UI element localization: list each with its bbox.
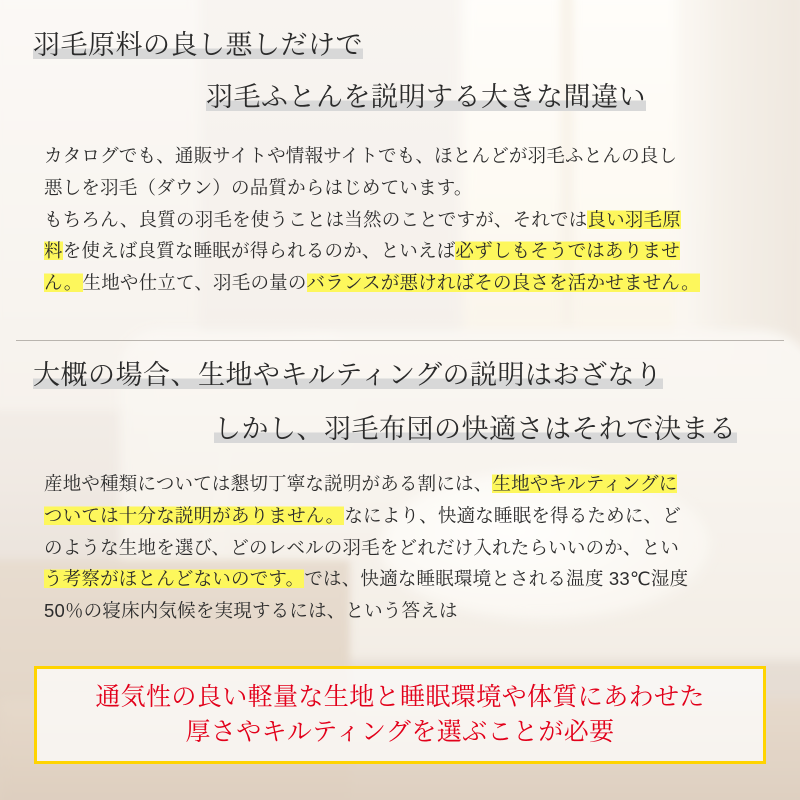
section1-line4-highlight-b: 必ずしもそうではありませ	[455, 240, 680, 262]
section1-line5-highlight-b: バランスが悪ければその良さを活かせません。	[306, 272, 700, 294]
section2-headline-line1	[33, 358, 663, 393]
section1-line3-plain: もちろん、良質の羽毛を使うことは当然のことですが、それでは	[44, 208, 588, 230]
conclusion-box	[34, 666, 766, 764]
section2-line2-highlight: ついては十分な説明がありません。	[44, 504, 345, 526]
section2-paragraph	[44, 468, 766, 627]
section1-headline-line1-text: 羽毛原料の良し悪しだけで	[33, 30, 363, 60]
conclusion-line2: 厚さやキルティングを選ぶことが必要	[185, 718, 615, 746]
section2-headline-line1-text: 大概の場合、生地やキルティングの説明はおざなり	[33, 360, 663, 390]
section2-headline-line2-text: しかし、羽毛布団の快適さはそれで決まる	[214, 414, 737, 444]
section1-paragraph	[44, 140, 760, 299]
section1-line5-highlight-a: ん。	[44, 272, 83, 294]
section2-line1-plain: 産地や種類については懇切丁寧な説明がある割には、	[44, 473, 493, 494]
section2-headline-line2	[214, 412, 737, 447]
section1-line3-highlight: 良い羽毛原	[587, 208, 681, 230]
section-divider	[16, 340, 784, 341]
section2-line3: のような生地を選び、どのレベルの羽毛をどれだけ入れたらいいのか、とい	[44, 536, 680, 558]
section2-line2-plain: なにより、快適な睡眠を得るために、ど	[344, 504, 681, 526]
section1-headline-line1	[33, 28, 363, 63]
section2-line4-plain: では、快適な睡眠環境とされる温度 33℃湿度	[304, 568, 689, 590]
section1-line5-plain: 生地や仕立て、羽毛の量の	[82, 272, 307, 294]
section1-line4-plain: を使えば良質な睡眠が得られるのか、といえば	[62, 240, 456, 262]
section1-line4-highlight-a: 料	[44, 240, 63, 262]
section1-headline-line2	[206, 80, 646, 115]
section2-line4-highlight: う考察がほとんどないのです。	[44, 568, 305, 590]
section1-line2: 悪しを羽毛（ダウン）の品質からはじめています。	[44, 176, 473, 198]
section1-line1: カタログでも、通販サイトや情報サイトでも、ほとんどが羽毛ふとんの良し	[44, 145, 678, 166]
conclusion-line1: 通気性の良い軽量な生地と睡眠環境や体質にあわせた	[95, 682, 705, 711]
section2-line5: 50％の寝床内気候を実現するには、という答えは	[44, 600, 458, 622]
section2-line1-highlight: 生地やキルティングに	[492, 473, 678, 494]
section1-headline-line2-text: 羽毛ふとんを説明する大きな間違い	[206, 82, 646, 112]
